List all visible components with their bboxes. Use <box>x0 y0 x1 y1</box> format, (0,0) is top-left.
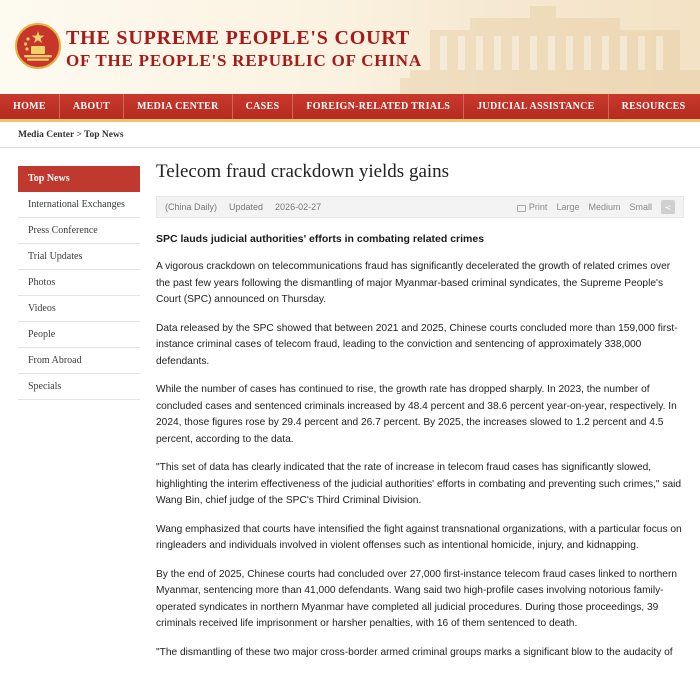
printer-icon <box>517 205 526 212</box>
article-tools <box>517 200 675 214</box>
site-title-line-1: THE SUPREME PEOPLE'S COURT <box>66 27 411 49</box>
sidebar-item-videos[interactable]: Videos <box>18 296 140 322</box>
article-updated-value: 2026-02-27 <box>275 202 322 212</box>
sidebar <box>0 160 140 693</box>
national-emblem-icon <box>14 22 62 70</box>
sidebar-item-from-abroad[interactable]: From Abroad <box>18 348 140 374</box>
nav-item-media-center[interactable]: MEDIA CENTER <box>123 94 232 119</box>
article-paragraph: "This set of data has clearly indicated that the rate of increase in telecom fraud cases has significantly slowed, highlighting the interim effectiveness of the judicial authorities' efforts in combating and preventing such crimes," said Wang Bin, chief judge of the SPC's Third Criminal Division. <box>156 462 682 506</box>
main-navigation <box>0 94 700 122</box>
site-masthead <box>0 0 700 94</box>
article-meta-left <box>165 202 321 212</box>
article <box>140 160 700 693</box>
sidebar-item-international-exchanges[interactable]: International Exchanges <box>18 192 140 218</box>
share-icon[interactable]: ≺ <box>661 200 675 214</box>
nav-item-cases[interactable]: CASES <box>232 94 293 119</box>
content-area <box>0 148 700 693</box>
print-label: Print <box>528 202 548 212</box>
nav-item-foreign-related-trials[interactable]: FOREIGN-RELATED TRIALS <box>292 94 463 119</box>
article-paragraph: By the end of 2025, Chinese courts had concluded over 27,000 first-instance telecom fraud cases linked to northern Myanmar, sentencing more than 41,000 defendants. Wang said two high-profile cases involving notorious family-operated syndicates in northern Myanmar have completed all judicial procedures. During those proceedings, 39 criminals received life imprisonment or harsher penalties, with 16 of them sentenced to death. <box>156 568 678 629</box>
sidebar-item-trial-updates[interactable]: Trial Updates <box>18 244 140 270</box>
article-updated-label: Updated <box>229 202 264 212</box>
site-title-line-2: OF THE PEOPLE'S REPUBLIC OF CHINA <box>66 51 422 70</box>
article-paragraph: Data released by the SPC showed that between 2021 and 2025, Chinese courts concluded more than 159,000 first-instance criminal cases of telecom fraud, leading to the conviction and sentencing of approximately 338,000 defendants. <box>156 322 678 367</box>
article-meta-bar <box>156 196 684 218</box>
sidebar-item-photos[interactable]: Photos <box>18 270 140 296</box>
breadcrumb-text[interactable]: Media Center > Top News <box>18 129 124 140</box>
sidebar-item-top-news[interactable]: Top News <box>18 166 140 192</box>
font-size-medium-button[interactable]: Medium <box>588 202 621 212</box>
article-paragraph: "The dismantling of these two major cross-border armed criminal groups marks a significant blow to the audacity of <box>156 646 673 658</box>
sidebar-item-press-conference[interactable]: Press Conference <box>18 218 140 244</box>
breadcrumb <box>0 122 700 148</box>
article-source: (China Daily) <box>165 202 218 212</box>
nav-item-resources[interactable]: RESOURCES <box>608 94 699 119</box>
article-paragraph: Wang emphasized that courts have intensified the fight against transnational organizations, with a particular focus on ringleaders and individuals involved in violent offenses such as intentional homicide, injury, and kidnapping. <box>156 523 682 551</box>
site-title <box>66 26 422 72</box>
article-paragraph: A vigorous crackdown on telecommunications fraud has significantly decelerated the growth of related crimes over the past few years following the dismantling of major Myanmar-based criminal syndicates, the Supreme People's Court (SPC) announced on Thursday. <box>156 261 671 305</box>
article-subheadline: SPC lauds judicial authorities' efforts in combating related crimes <box>156 233 485 245</box>
sidebar-item-people[interactable]: People <box>18 322 140 348</box>
font-size-small-button[interactable]: Small <box>629 202 652 212</box>
nav-item-about[interactable]: ABOUT <box>59 94 123 119</box>
article-paragraph: While the number of cases has continued to rise, the growth rate has dropped sharply. In 2023, the number of concluded cases and sentenced criminals increased by 48.4 percent and 38.6 percent year-on-year, respectively. In 2024, those figures rose by 29.4 percent and 26.7 percent. By 2025, the increases slowed to 1.2 percent and 4.5 percent, according to the data. <box>156 384 677 445</box>
nav-item-home[interactable]: HOME <box>13 101 46 112</box>
nav-item-judicial-assistance[interactable]: JUDICIAL ASSISTANCE <box>463 94 608 119</box>
page-title: Telecom fraud crackdown yields gains <box>156 161 450 182</box>
sidebar-item-specials[interactable]: Specials <box>18 374 140 400</box>
print-button[interactable] <box>517 202 548 212</box>
font-size-large-button[interactable]: Large <box>556 202 580 212</box>
